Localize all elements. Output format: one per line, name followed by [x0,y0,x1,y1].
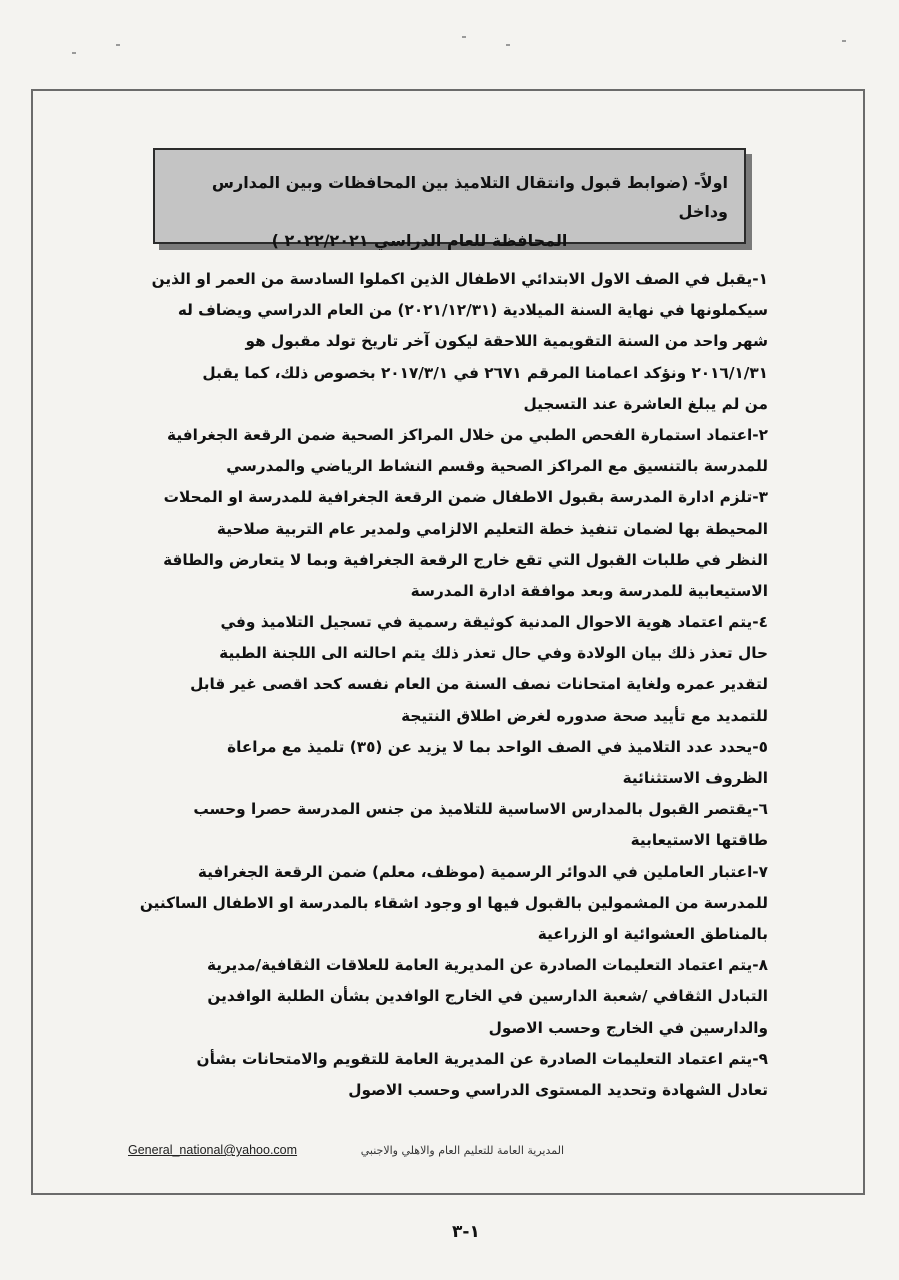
regulation-line: ٧-اعتبار العاملين في الدوائر الرسمية (موظف، معلم) ضمن الرقعة الجغرافية [197,862,768,881]
regulation-item [128,857,768,951]
regulation-item [128,607,768,732]
footer-email-link[interactable]: General_national@yahoo.com [128,1143,298,1157]
regulation-line: ٤-يتم اعتماد هوية الاحوال المدنية كوثيقة رسمية في تسجيل التلاميذ وفي [220,613,768,632]
regulation-item [128,732,768,794]
regulation-line: النظر في طلبات القبول التي تقع خارج الرقعة الجغرافية وبما لا يتعارض والطاقة [163,550,768,569]
regulation-line: شهر واحد من السنة التقويمية اللاحقة ليكون آخر تاريخ تولد مقبول هو [245,332,768,351]
regulation-line: طاقتها الاستيعابية [630,831,768,850]
regulation-item [128,482,768,607]
footer-department: المديرية العامة للتعليم العام والاهلي والاجنبي [360,1143,564,1157]
regulation-line: ٨-يتم اعتماد التعليمات الصادرة عن المديرية العامة للعلاقات الثقافية/مديرية [206,956,768,975]
footer [128,1140,564,1160]
regulation-line: ٥-يحدد عدد التلاميذ في الصف الواحد بما لا يزيد عن (٣٥) تلميذ مع مراعاة [227,737,768,756]
section-title-line-2: المحافظة للعام الدراسي ٢٠٢٢/٢٠٢١ ) [271,231,568,250]
page-number: ١-٣ [452,1222,480,1242]
scan-speck [462,36,466,38]
regulation-line: تعادل الشهادة وتحديد المستوى الدراسي وحسب الاصول [348,1080,768,1099]
regulation-line: سيكملونها في نهاية السنة الميلادية (٢٠٢١/١٢/٣١) من العام الدراسي ويضاف له [177,301,768,320]
scan-speck [842,40,846,42]
regulation-line: ٢-اعتماد استمارة الفحص الطبي من خلال المراكز الصحية ضمن الرقعة الجغرافية [167,425,768,444]
regulation-line: حال تعذر ذلك بيان الولادة وفي حال تعذر ذلك يتم احالته الى اللجنة الطبية [219,644,768,663]
scan-speck [72,52,76,54]
regulation-line: الاستيعابية للمدرسة وبعد موافقة ادارة المدرسة [410,581,768,600]
regulation-line: ٣-تلزم ادارة المدرسة بقبول الاطفال ضمن الرقعة الجغرافية للمدرسة او المحلات [163,488,768,507]
regulation-line: للتمديد مع تأييد صحة صدوره لغرض اطلاق النتيجة [401,706,768,725]
regulation-item [128,950,768,1044]
regulation-line: ١-يقبل في الصف الاول الابتدائي الاطفال الذين اكملوا السادسة من العمر او الذين [151,270,768,288]
regulation-line: من لم يبلغ العاشرة عند التسجيل [523,394,768,413]
regulation-line: للمدرسة بالتنسيق مع المراكز الصحية وقسم النشاط الرياضي والمدرسي [226,457,768,476]
regulations-list [128,264,768,1106]
regulation-item [128,1044,768,1106]
regulation-item [128,420,768,482]
regulation-line: الظروف الاستثنائية [622,769,768,787]
scan-speck [116,44,120,46]
regulation-line: المحيطة بها لضمان تنفيذ خطة التعليم الالزامي ولمدير عام التربية صلاحية [216,519,768,538]
section-title-box [153,148,746,250]
regulation-line: بالمناطق العشوائية او الزراعية [537,924,768,943]
section-title-line-1: اولاً- (ضوابط قبول وانتقال التلاميذ بين المحافظات وبين المدارس وداخل [211,173,728,221]
regulation-line: للمدرسة من المشمولين بالقبول فيها او وجود اشقاء بالمدرسة او الاطفال الساكنين [139,893,768,912]
regulation-item [128,264,768,420]
regulation-item [128,794,768,856]
regulation-line: ٦-يقتصر القبول بالمدارس الاساسية للتلاميذ من جنس المدرسة حصرا وحسب [193,800,768,819]
regulation-line: ٢٠١٦/١/٣١ ونؤكد اعمامنا المرقم ٢٦٧١ في ٢٠١٧/٣/١ بخصوص ذلك، كما يقبل [202,363,768,382]
regulation-line: لتقدير عمره ولغاية امتحانات نصف السنة من العام نفسه كحد اقصى غير قابل [190,675,768,694]
regulation-line: ٩-يتم اعتماد التعليمات الصادرة عن المديرية العامة للتقويم والامتحانات بشأن [196,1049,768,1068]
scan-speck [506,44,510,46]
regulation-line: التبادل الثقافي /شعبة الدارسين في الخارج الوافدين بشأن الطلبة الوافدين [207,987,768,1006]
regulation-line: والدارسين في الخارج وحسب الاصول [488,1018,768,1037]
